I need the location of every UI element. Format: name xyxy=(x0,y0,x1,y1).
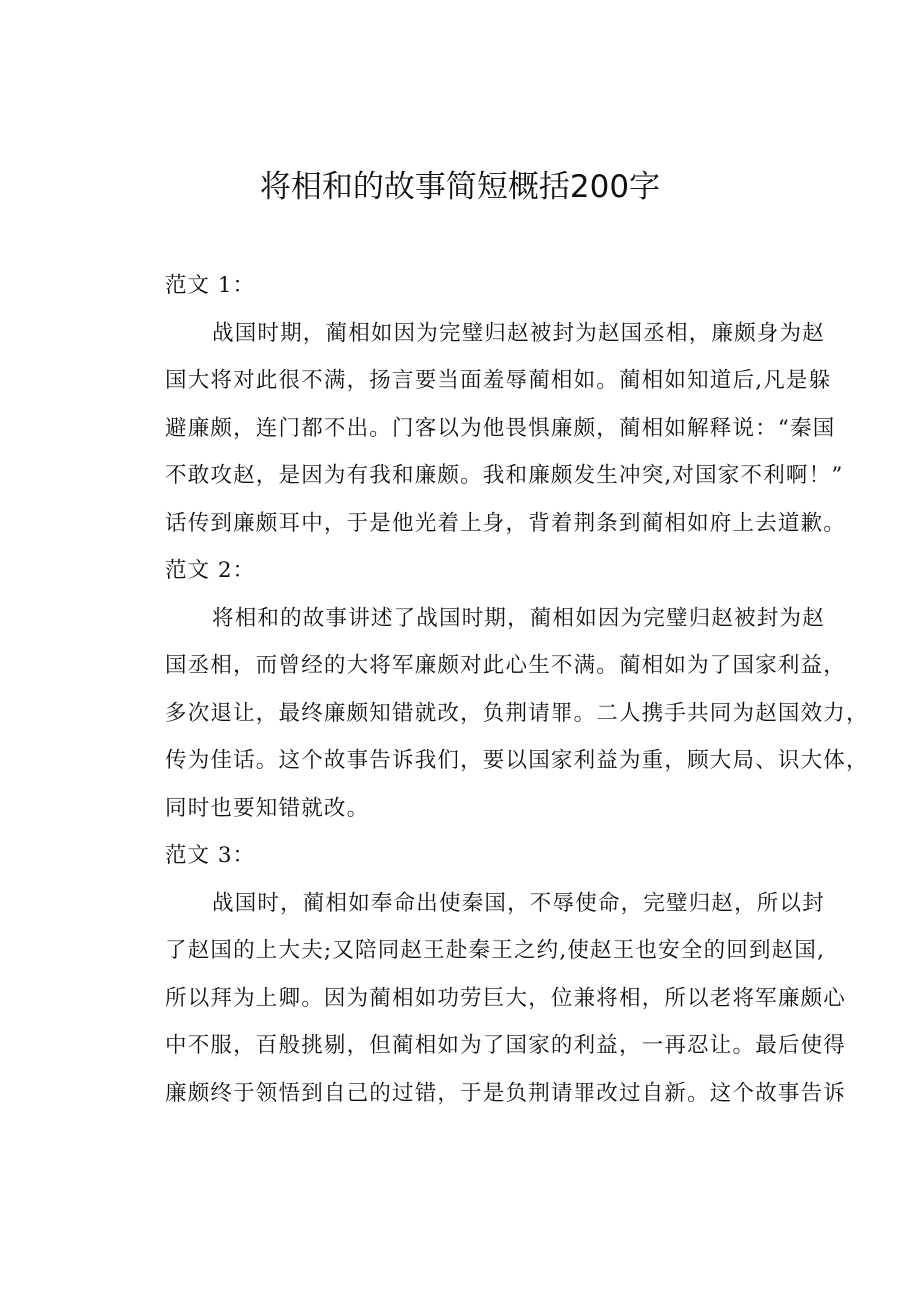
section-label-3: 范文 3： xyxy=(165,843,256,868)
paragraph-line: 传为佳话。这个故事告诉我们，要以国家利益为重，顾大局、识大体， xyxy=(165,748,869,773)
paragraph-line: 多次退让，最终廉颇知错就改，负荆请罪。二人携手共同为赵国效力， xyxy=(165,700,869,726)
section-label-1: 范文 1： xyxy=(165,273,256,298)
paragraph-line: 所以拜为上卿。因为蔺相如功劳巨大，位兼将相，所以老将军廉颇心 xyxy=(165,985,847,1011)
paragraph-line: 不敢攻赵，是因为有我和廉颇。我和廉颇发生冲突,对国家不利啊！” xyxy=(165,463,844,488)
section-label-2: 范文 2： xyxy=(165,558,256,583)
paragraph-line: 国丞相，而曾经的大将军廉颇对此心生不满。蔺相如为了国家利益， xyxy=(165,653,847,678)
paragraph-line: 战国时，蔺相如奉命出使秦国，不辱使命，完璧归赵，所以封 xyxy=(212,890,825,916)
paragraph-line: 避廉颇，连门都不出。门客以为他畏惧廉颇，蔺相如解释说：“秦国 xyxy=(165,415,836,441)
section-paragraph-3 xyxy=(118,880,847,1118)
paragraph-line: 了赵国的上大夫;又陪同赵王赴秦王之约,使赵王也安全的回到赵国, xyxy=(165,938,826,963)
paragraph-line: 国大将对此很不满，扬言要当面羞辱蔺相如。蔺相如知道后,凡是躲 xyxy=(165,368,832,393)
paragraph-line: 战国时期，蔺相如因为完璧归赵被封为赵国丞相，廉颇身为赵 xyxy=(212,320,825,346)
document-title: 将相和的故事简短概括200字 xyxy=(259,169,661,205)
section-paragraph-1 xyxy=(118,310,847,548)
document-body xyxy=(118,262,869,1117)
section-paragraph-2 xyxy=(118,595,869,833)
paragraph-line: 话传到廉颇耳中，于是他光着上身，背着荆条到蔺相如府上去道歉。 xyxy=(165,510,847,536)
paragraph-line: 廉颇终于领悟到自己的过错，于是负荆请罪改过自新。这个故事告诉 xyxy=(165,1080,847,1106)
paragraph-line: 中不服，百般挑剔，但蔺相如为了国家的利益，一再忍让。最后使得 xyxy=(165,1033,847,1058)
paragraph-line: 将相和的故事讲述了战国时期，蔺相如因为完璧归赵被封为赵 xyxy=(212,605,825,631)
paragraph-line: 同时也要知错就改。 xyxy=(165,795,370,821)
